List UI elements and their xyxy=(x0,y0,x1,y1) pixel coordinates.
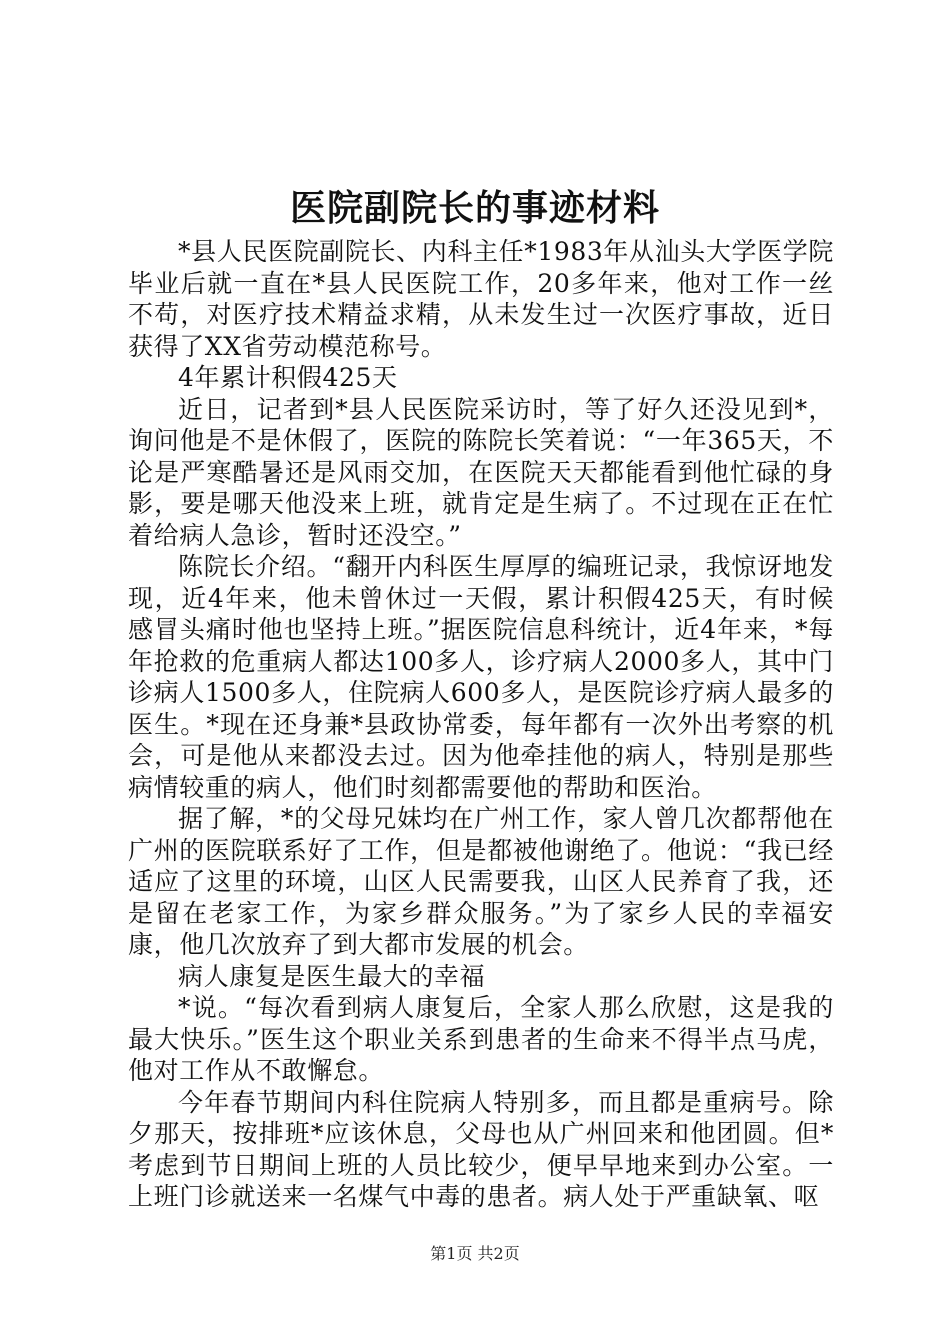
paragraph-intro: *县人民医院副院长、内科主任*1983年从汕头大学医学院毕业后就一直在*县人民医院工作，20多年来，他对工作一丝不苟，对医疗技术精益求精，从未发生过一次医疗事故，近日获得了XX省劳动模范称号。 xyxy=(128,237,834,361)
document-body xyxy=(128,236,834,1213)
paragraph-dean-introduction: 陈院长介绍。“翻开内科医生厚厚的编班记录，我惊讶地发现，近4年来，他未曾休过一天假，累计积假425天，有时候感冒头痛时他也坚持上班。”据医院信息科统计，近4年来，*每年抢救的危重病人都达100多人，诊疗病人2000多人，其中门诊病人1500多人，住院病人600多人，是医院诊疗病人最多的医生。*现在还身兼*县政协常委，每年都有一次外出考察的机会，可是他从来都没去过。因为他牵挂他的病人，特别是那些病情较重的病人，他们时刻都需要他的帮助和医治。 xyxy=(128,552,834,802)
paragraph-happiness-quote: *说。“每次看到病人康复后，全家人那么欣慰，这是我的最大快乐。”医生这个职业关系到患者的生命来不得半点马虎，他对工作从不敢懈怠。 xyxy=(128,993,834,1085)
document-title: 医院副院长的事迹材料 xyxy=(289,187,660,229)
page-number-footer: 第1页 共2页 xyxy=(430,1244,520,1263)
section-heading-leave: 4年累计积假425天 xyxy=(178,363,398,392)
paragraph-reporter-visit: 近日，记者到*县人民医院采访时，等了好久还没见到*，询问他是不是休假了，医院的陈院长笑着说：“一年365天，不论是严寒酷暑还是风雨交加，在医院天天都能看到他忙碌的身影，要是哪天他没来上班，就肯定是生病了。不过现在正在忙着给病人急诊，暂时还没空。” xyxy=(128,394,834,550)
paragraph-family-guangzhou: 据了解，*的父母兄妹均在广州工作，家人曾几次都帮他在广州的医院联系好了工作，但是都被他谢绝了。他说：“我已经适应了这里的环境，山区人民需要我，山区人民养育了我，还是留在老家工作，为家乡群众服务。”为了家乡人民的幸福安康，他几次放弃了到大都市发展的机会。 xyxy=(128,804,834,959)
section-heading-recovery: 病人康复是医生最大的幸福 xyxy=(178,961,486,991)
paragraph-spring-festival: 今年春节期间内科住院病人特别多，而且都是重病号。除夕那天，按排班*应该休息，父母也从广州回来和他团圆。但*考虑到节日期间上班的人员比较少，便早早地来到办公室。一上班门诊就送来一名煤气中毒的患者。病人处于严重缺氧、呕 xyxy=(128,1087,834,1211)
